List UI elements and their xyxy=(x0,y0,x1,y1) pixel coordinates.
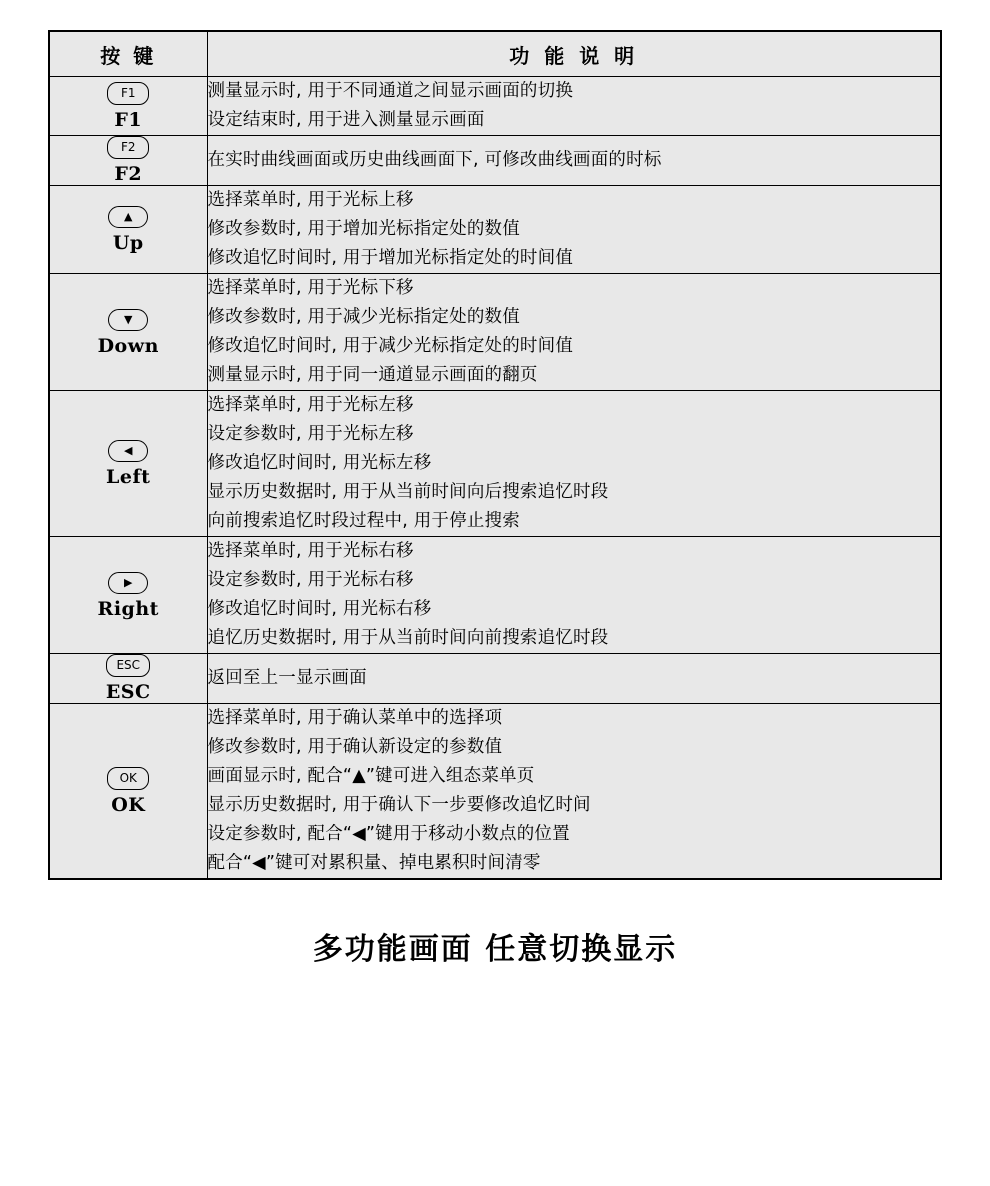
description-line: 画面显示时, 配合“▲”键可进入组态菜单页 xyxy=(207,766,535,786)
description-line: 向前搜索追忆时段过程中, 用于停止搜索 xyxy=(207,511,520,531)
key-icon-right: ▶ xyxy=(108,572,148,594)
table-header-row xyxy=(49,31,941,77)
key-icon-up: ▲ xyxy=(108,206,148,228)
description-line: 选择菜单时, 用于确认菜单中的选择项 xyxy=(207,708,503,728)
description-line: 修改参数时, 用于确认新设定的参数值 xyxy=(207,737,503,757)
key-label: Down xyxy=(97,334,159,357)
key-icon-f2: F2 xyxy=(107,136,149,159)
description-line: 修改参数时, 用于增加光标指定处的数值 xyxy=(207,219,520,239)
footer-caption: 多功能画面 任意切换显示 xyxy=(312,932,678,967)
description-line: 选择菜单时, 用于光标右移 xyxy=(207,541,414,561)
description-line: 修改追忆时间时, 用于增加光标指定处的时间值 xyxy=(207,248,574,268)
description-cell xyxy=(207,704,941,880)
description-line: 修改追忆时间时, 用光标左移 xyxy=(207,453,432,473)
key-cell xyxy=(49,537,207,654)
key-icon-f1: F1 xyxy=(107,82,149,105)
table-body xyxy=(49,77,941,880)
description-cell xyxy=(207,136,941,186)
description-line: 修改参数时, 用于减少光标指定处的数值 xyxy=(207,307,520,327)
key-cell xyxy=(49,186,207,274)
key-label: F1 xyxy=(114,108,143,131)
description-line: 显示历史数据时, 用于确认下一步要修改追忆时间 xyxy=(207,795,591,815)
key-function-table xyxy=(48,30,942,880)
key-icon-down: ▼ xyxy=(108,309,148,331)
description-cell xyxy=(207,186,941,274)
description-line: 配合“◀”键可对累积量、掉电累积时间清零 xyxy=(207,853,541,873)
key-cell xyxy=(49,654,207,704)
key-label: Right xyxy=(97,597,159,620)
key-label: F2 xyxy=(114,163,143,185)
description-line: 追忆历史数据时, 用于从当前时间向前搜索追忆时段 xyxy=(207,628,609,648)
key-label: Left xyxy=(106,466,151,488)
description-line: 选择菜单时, 用于光标左移 xyxy=(207,395,414,415)
key-label: Up xyxy=(112,232,144,254)
description-line: 设定参数时, 用于光标右移 xyxy=(207,570,414,590)
description-cell xyxy=(207,391,941,537)
key-icon-esc: ESC xyxy=(106,654,150,677)
table-row xyxy=(49,704,941,880)
description-line: 返回至上一显示画面 xyxy=(207,668,367,688)
key-cell xyxy=(49,391,207,537)
column-header-key: 按 键 xyxy=(49,31,207,77)
table-header xyxy=(49,31,941,77)
table-row xyxy=(49,537,941,654)
description-line: 设定参数时, 用于光标左移 xyxy=(207,424,414,444)
description-cell xyxy=(207,654,941,704)
description-cell xyxy=(207,274,941,391)
key-icon-left: ◀ xyxy=(108,440,148,462)
table-row xyxy=(49,186,941,274)
description-line: 测量显示时, 用于同一通道显示画面的翻页 xyxy=(207,365,538,385)
table-row xyxy=(49,274,941,391)
key-cell xyxy=(49,136,207,186)
description-line: 设定结束时, 用于进入测量显示画面 xyxy=(207,110,485,130)
key-cell xyxy=(49,274,207,391)
column-header-description: 功 能 说 明 xyxy=(207,31,941,77)
description-line: 修改追忆时间时, 用于减少光标指定处的时间值 xyxy=(207,336,574,356)
key-label: ESC xyxy=(105,681,151,703)
description-cell xyxy=(207,537,941,654)
key-cell xyxy=(49,77,207,136)
table-row xyxy=(49,77,941,136)
description-line: 修改追忆时间时, 用光标右移 xyxy=(207,599,432,619)
key-cell xyxy=(49,704,207,880)
table-row xyxy=(49,391,941,537)
description-cell xyxy=(207,77,941,136)
description-line: 在实时曲线画面或历史曲线画面下, 可修改曲线画面的时标 xyxy=(207,150,662,170)
table-row xyxy=(49,654,941,704)
description-line: 显示历史数据时, 用于从当前时间向后搜索追忆时段 xyxy=(207,482,609,502)
table-row xyxy=(49,136,941,186)
key-label: OK xyxy=(111,793,146,816)
key-icon-ok: OK xyxy=(107,767,149,790)
description-line: 选择菜单时, 用于光标下移 xyxy=(207,278,414,298)
description-line: 设定参数时, 配合“◀”键用于移动小数点的位置 xyxy=(207,824,570,844)
description-line: 选择菜单时, 用于光标上移 xyxy=(207,190,414,210)
description-line: 测量显示时, 用于不同通道之间显示画面的切换 xyxy=(207,81,574,101)
